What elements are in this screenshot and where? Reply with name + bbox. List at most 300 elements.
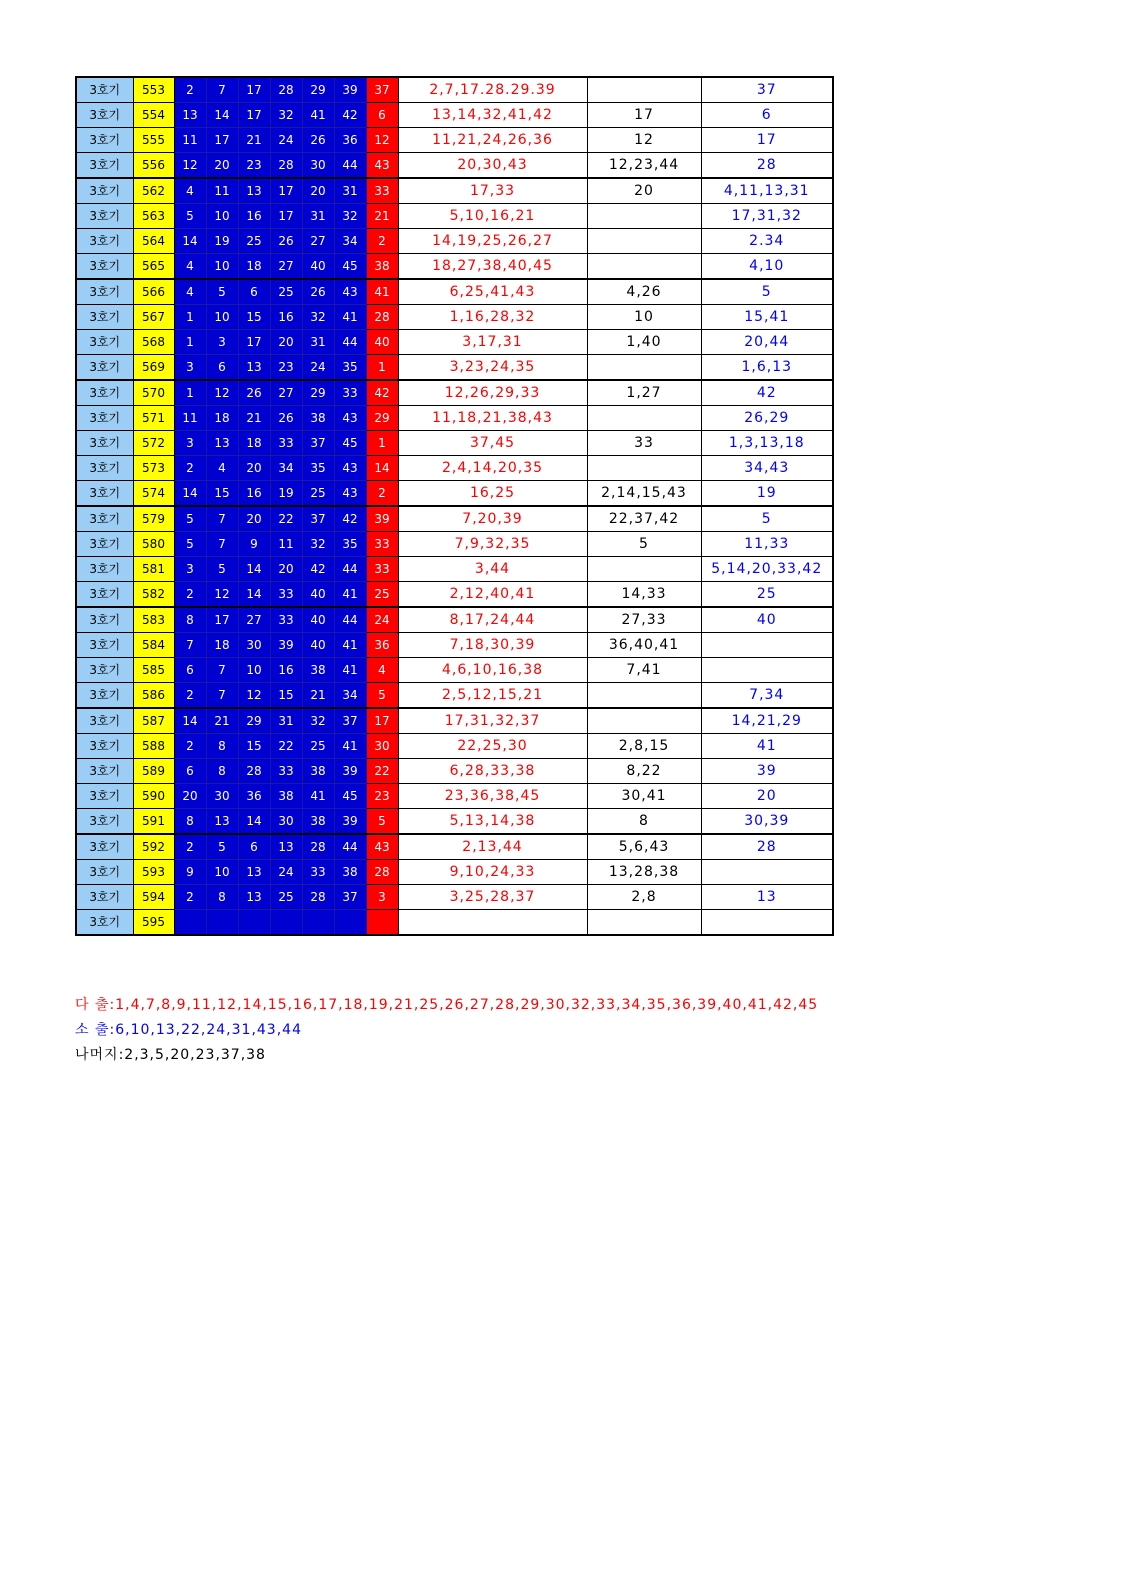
winning-number-cell: 2 [174, 456, 206, 481]
winning-number-cell: 31 [302, 204, 334, 229]
winning-number-cell: 25 [302, 734, 334, 759]
bonus-number-cell: 33 [366, 178, 398, 204]
winning-number-cell: 38 [334, 860, 366, 885]
draw-number-cell: 555 [133, 128, 174, 153]
winning-number-cell: 23 [238, 153, 270, 179]
winning-number-cell: 13 [238, 885, 270, 910]
summary-blue-cell: 20 [701, 784, 833, 809]
summary-red-cell: 5,13,14,38 [398, 809, 587, 835]
winning-number-cell: 38 [270, 784, 302, 809]
winning-number-cell: 27 [270, 380, 302, 406]
winning-number-cell: 13 [174, 103, 206, 128]
table-row [76, 885, 833, 910]
winning-number-cell: 25 [302, 481, 334, 507]
machine-cell: 3호기 [76, 506, 133, 532]
winning-number-cell: 1 [174, 380, 206, 406]
machine-cell: 3호기 [76, 128, 133, 153]
winning-number-cell: 14 [174, 229, 206, 254]
machine-cell: 3호기 [76, 456, 133, 481]
winning-number-cell: 9 [238, 532, 270, 557]
winning-number-cell: 39 [334, 759, 366, 784]
summary-blue-cell: 5 [701, 279, 833, 305]
winning-number-cell: 16 [270, 658, 302, 683]
winning-number-cell: 11 [206, 178, 238, 204]
winning-number-cell: 11 [174, 406, 206, 431]
winning-number-cell: 33 [302, 860, 334, 885]
table-row [76, 708, 833, 734]
machine-cell: 3호기 [76, 431, 133, 456]
winning-number-cell: 10 [206, 254, 238, 280]
winning-number-cell: 36 [334, 128, 366, 153]
draw-number-cell: 583 [133, 607, 174, 633]
winning-number-cell: 32 [302, 532, 334, 557]
summary-black-cell [587, 77, 701, 103]
machine-cell: 3호기 [76, 557, 133, 582]
draw-number-cell: 571 [133, 406, 174, 431]
winning-number-cell: 17 [238, 77, 270, 103]
table-row [76, 607, 833, 633]
table-row [76, 229, 833, 254]
winning-number-cell: 10 [206, 204, 238, 229]
table-row [76, 456, 833, 481]
table-row [76, 633, 833, 658]
winning-number-cell [206, 910, 238, 936]
winning-number-cell: 42 [334, 103, 366, 128]
summary-red-cell [398, 910, 587, 936]
winning-number-cell: 39 [270, 633, 302, 658]
machine-cell: 3호기 [76, 103, 133, 128]
summary-red-cell: 1,16,28,32 [398, 305, 587, 330]
winning-number-cell: 4 [174, 178, 206, 204]
bonus-number-cell: 22 [366, 759, 398, 784]
draw-number-cell: 569 [133, 355, 174, 381]
winning-number-cell: 23 [270, 355, 302, 381]
winning-number-cell: 18 [238, 254, 270, 280]
winning-number-cell: 16 [238, 481, 270, 507]
summary-red-cell: 3,17,31 [398, 330, 587, 355]
winning-number-cell: 43 [334, 481, 366, 507]
summary-blue-cell: 11,33 [701, 532, 833, 557]
winning-number-cell: 41 [334, 633, 366, 658]
draw-number-cell: 563 [133, 204, 174, 229]
winning-number-cell: 18 [206, 406, 238, 431]
winning-number-cell: 7 [206, 77, 238, 103]
machine-cell: 3호기 [76, 784, 133, 809]
table-row [76, 532, 833, 557]
winning-number-cell: 13 [238, 178, 270, 204]
winning-number-cell: 8 [206, 734, 238, 759]
summary-red-cell: 2,4,14,20,35 [398, 456, 587, 481]
draw-number-cell: 566 [133, 279, 174, 305]
winning-number-cell: 11 [174, 128, 206, 153]
winning-number-cell: 12 [174, 153, 206, 179]
winning-number-cell: 9 [174, 860, 206, 885]
winning-number-cell: 26 [302, 279, 334, 305]
winning-number-cell: 18 [238, 431, 270, 456]
summary-black-cell [587, 708, 701, 734]
winning-number-cell: 33 [270, 759, 302, 784]
summary-blue-cell: 42 [701, 380, 833, 406]
bonus-number-cell: 12 [366, 128, 398, 153]
summary-red-cell: 9,10,24,33 [398, 860, 587, 885]
summary-red-cell: 16,25 [398, 481, 587, 507]
summary-blue-cell: 26,29 [701, 406, 833, 431]
winning-number-cell: 20 [238, 456, 270, 481]
winning-number-cell: 35 [334, 355, 366, 381]
machine-cell: 3호기 [76, 355, 133, 381]
winning-number-cell [174, 910, 206, 936]
winning-number-cell: 2 [174, 77, 206, 103]
draw-number-cell: 582 [133, 582, 174, 608]
machine-cell: 3호기 [76, 708, 133, 734]
summary-blue-cell [701, 910, 833, 936]
winning-number-cell: 32 [270, 103, 302, 128]
winning-number-cell: 38 [302, 406, 334, 431]
summary-black-cell: 5 [587, 532, 701, 557]
winning-number-cell: 2 [174, 834, 206, 860]
winning-number-cell: 14 [174, 481, 206, 507]
winning-number-cell: 11 [270, 532, 302, 557]
winning-number-cell: 5 [206, 557, 238, 582]
winning-number-cell: 28 [270, 153, 302, 179]
bonus-number-cell: 29 [366, 406, 398, 431]
summary-red-cell: 13,14,32,41,42 [398, 103, 587, 128]
table-row [76, 834, 833, 860]
bonus-number-cell: 33 [366, 557, 398, 582]
winning-number-cell [238, 910, 270, 936]
table-row [76, 860, 833, 885]
summary-red-cell: 18,27,38,40,45 [398, 254, 587, 280]
summary-black-cell: 14,33 [587, 582, 701, 608]
winning-number-cell: 14 [238, 557, 270, 582]
summary-red-cell: 17,31,32,37 [398, 708, 587, 734]
bonus-number-cell: 28 [366, 860, 398, 885]
summary-blue-cell: 4,11,13,31 [701, 178, 833, 204]
winning-number-cell: 41 [334, 734, 366, 759]
winning-number-cell: 13 [206, 431, 238, 456]
winning-number-cell: 25 [270, 885, 302, 910]
winning-number-cell: 8 [206, 759, 238, 784]
winning-number-cell: 35 [302, 456, 334, 481]
winning-number-cell: 24 [270, 128, 302, 153]
winning-number-cell: 37 [302, 506, 334, 532]
machine-cell: 3호기 [76, 406, 133, 431]
winning-number-cell: 8 [174, 809, 206, 835]
summary-blue-cell: 19 [701, 481, 833, 507]
bonus-number-cell: 30 [366, 734, 398, 759]
summary-red-cell: 7,18,30,39 [398, 633, 587, 658]
winning-number-cell: 7 [206, 658, 238, 683]
lotto-table [75, 76, 834, 936]
summary-black-cell [587, 557, 701, 582]
summary-red-cell: 2,5,12,15,21 [398, 683, 587, 709]
bonus-number-cell: 6 [366, 103, 398, 128]
summary-blue-cell: 30,39 [701, 809, 833, 835]
winning-number-cell: 32 [302, 305, 334, 330]
winning-number-cell: 26 [270, 406, 302, 431]
summary-red-cell: 6,25,41,43 [398, 279, 587, 305]
draw-number-cell: 562 [133, 178, 174, 204]
bonus-number-cell: 3 [366, 885, 398, 910]
bonus-number-cell: 33 [366, 532, 398, 557]
table-row [76, 355, 833, 381]
table-row [76, 254, 833, 280]
bonus-number-cell: 1 [366, 431, 398, 456]
table-row [76, 153, 833, 179]
summary-blue-cell: 40 [701, 607, 833, 633]
winning-number-cell: 13 [238, 355, 270, 381]
winning-number-cell: 12 [238, 683, 270, 709]
winning-number-cell: 13 [270, 834, 302, 860]
winning-number-cell: 37 [334, 885, 366, 910]
summary-black-cell [587, 254, 701, 280]
table-row [76, 204, 833, 229]
winning-number-cell: 29 [238, 708, 270, 734]
winning-number-cell: 7 [206, 506, 238, 532]
machine-cell: 3호기 [76, 305, 133, 330]
winning-number-cell: 7 [206, 532, 238, 557]
winning-number-cell: 4 [174, 279, 206, 305]
summary-red-cell: 7,20,39 [398, 506, 587, 532]
summary-red-cell: 3,25,28,37 [398, 885, 587, 910]
bonus-number-cell: 4 [366, 658, 398, 683]
summary-black-cell: 2,8,15 [587, 734, 701, 759]
summary-blue-cell: 28 [701, 153, 833, 179]
winning-number-cell: 40 [302, 607, 334, 633]
bonus-number-cell: 5 [366, 809, 398, 835]
table-row [76, 178, 833, 204]
bonus-number-cell: 36 [366, 633, 398, 658]
summary-blue-cell: 17,31,32 [701, 204, 833, 229]
table-row [76, 279, 833, 305]
summary-black-cell: 13,28,38 [587, 860, 701, 885]
winning-number-cell: 44 [334, 557, 366, 582]
winning-number-cell: 8 [206, 885, 238, 910]
summary-red-cell: 3,23,24,35 [398, 355, 587, 381]
winning-number-cell: 24 [270, 860, 302, 885]
bonus-number-cell: 21 [366, 204, 398, 229]
summary-blue-cell [701, 658, 833, 683]
winning-number-cell: 39 [334, 77, 366, 103]
winning-number-cell: 41 [302, 103, 334, 128]
winning-number-cell: 41 [334, 582, 366, 608]
winning-number-cell: 20 [174, 784, 206, 809]
draw-number-cell: 570 [133, 380, 174, 406]
winning-number-cell: 16 [270, 305, 302, 330]
bonus-number-cell: 42 [366, 380, 398, 406]
summary-red-cell: 8,17,24,44 [398, 607, 587, 633]
winning-number-cell: 42 [302, 557, 334, 582]
winning-number-cell: 6 [174, 759, 206, 784]
winning-number-cell: 38 [302, 658, 334, 683]
winning-number-cell: 27 [270, 254, 302, 280]
machine-cell: 3호기 [76, 633, 133, 658]
winning-number-cell: 43 [334, 279, 366, 305]
summary-red-cell: 2,12,40,41 [398, 582, 587, 608]
table-row [76, 683, 833, 709]
winning-number-cell: 7 [206, 683, 238, 709]
machine-cell: 3호기 [76, 834, 133, 860]
draw-number-cell: 590 [133, 784, 174, 809]
bonus-number-cell: 43 [366, 834, 398, 860]
winning-number-cell: 5 [206, 834, 238, 860]
winning-number-cell: 40 [302, 582, 334, 608]
winning-number-cell: 5 [174, 204, 206, 229]
machine-cell: 3호기 [76, 178, 133, 204]
summary-black-cell: 1,27 [587, 380, 701, 406]
rare-numbers-summary: 소 출:6,10,13,22,24,31,43,44 [75, 1022, 302, 1038]
winning-number-cell: 15 [238, 305, 270, 330]
summary-blue-cell: 1,6,13 [701, 355, 833, 381]
summary-blue-cell [701, 860, 833, 885]
winning-number-cell: 14 [238, 809, 270, 835]
draw-number-cell: 554 [133, 103, 174, 128]
machine-cell: 3호기 [76, 860, 133, 885]
winning-number-cell: 41 [334, 658, 366, 683]
summary-black-cell: 2,14,15,43 [587, 481, 701, 507]
machine-cell: 3호기 [76, 582, 133, 608]
winning-number-cell: 17 [270, 204, 302, 229]
draw-number-cell: 573 [133, 456, 174, 481]
summary-red-cell: 6,28,33,38 [398, 759, 587, 784]
summary-red-cell: 11,18,21,38,43 [398, 406, 587, 431]
summary-black-cell: 8,22 [587, 759, 701, 784]
summary-black-cell: 36,40,41 [587, 633, 701, 658]
winning-number-cell: 15 [206, 481, 238, 507]
summary-black-cell: 10 [587, 305, 701, 330]
bonus-number-cell: 28 [366, 305, 398, 330]
winning-number-cell: 31 [270, 708, 302, 734]
bonus-number-cell: 43 [366, 153, 398, 179]
winning-number-cell: 21 [302, 683, 334, 709]
summary-red-cell: 11,21,24,26,36 [398, 128, 587, 153]
summary-blue-cell: 14,21,29 [701, 708, 833, 734]
winning-number-cell: 19 [270, 481, 302, 507]
winning-number-cell: 41 [334, 305, 366, 330]
winning-number-cell: 45 [334, 784, 366, 809]
winning-number-cell: 26 [270, 229, 302, 254]
winning-number-cell: 2 [174, 683, 206, 709]
winning-number-cell: 30 [206, 784, 238, 809]
draw-number-cell: 593 [133, 860, 174, 885]
winning-number-cell: 44 [334, 330, 366, 355]
draw-number-cell: 572 [133, 431, 174, 456]
winning-number-cell: 30 [302, 153, 334, 179]
winning-number-cell: 3 [174, 355, 206, 381]
winning-number-cell: 10 [206, 305, 238, 330]
winning-number-cell: 14 [174, 708, 206, 734]
summary-blue-cell: 7,34 [701, 683, 833, 709]
bonus-number-cell: 2 [366, 481, 398, 507]
winning-number-cell: 21 [206, 708, 238, 734]
bonus-number-cell: 37 [366, 77, 398, 103]
summary-red-cell: 5,10,16,21 [398, 204, 587, 229]
winning-number-cell: 21 [238, 406, 270, 431]
draw-number-cell: 556 [133, 153, 174, 179]
summary-black-cell: 30,41 [587, 784, 701, 809]
summary-red-cell: 14,19,25,26,27 [398, 229, 587, 254]
winning-number-cell: 44 [334, 834, 366, 860]
winning-number-cell: 2 [174, 734, 206, 759]
draw-number-cell: 565 [133, 254, 174, 280]
winning-number-cell: 20 [270, 330, 302, 355]
bonus-number-cell: 14 [366, 456, 398, 481]
draw-number-cell: 581 [133, 557, 174, 582]
winning-number-cell: 1 [174, 305, 206, 330]
winning-number-cell: 43 [334, 456, 366, 481]
summary-black-cell: 4,26 [587, 279, 701, 305]
winning-number-cell: 5 [206, 279, 238, 305]
summary-blue-cell: 34,43 [701, 456, 833, 481]
winning-number-cell: 18 [206, 633, 238, 658]
machine-cell: 3호기 [76, 910, 133, 936]
draw-number-cell: 564 [133, 229, 174, 254]
summary-black-cell [587, 683, 701, 709]
winning-number-cell: 6 [238, 279, 270, 305]
winning-number-cell: 34 [334, 683, 366, 709]
machine-cell: 3호기 [76, 607, 133, 633]
draw-number-cell: 588 [133, 734, 174, 759]
draw-number-cell: 587 [133, 708, 174, 734]
winning-number-cell: 30 [238, 633, 270, 658]
winning-number-cell: 17 [270, 178, 302, 204]
winning-number-cell: 28 [302, 834, 334, 860]
table-row [76, 481, 833, 507]
draw-number-cell: 595 [133, 910, 174, 936]
winning-number-cell: 34 [270, 456, 302, 481]
winning-number-cell: 20 [270, 557, 302, 582]
winning-number-cell: 36 [238, 784, 270, 809]
draw-number-cell: 574 [133, 481, 174, 507]
draw-number-cell: 568 [133, 330, 174, 355]
table-row [76, 809, 833, 835]
machine-cell: 3호기 [76, 809, 133, 835]
winning-number-cell: 20 [238, 506, 270, 532]
summary-blue-cell: 15,41 [701, 305, 833, 330]
summary-black-cell: 2,8 [587, 885, 701, 910]
winning-number-cell: 1 [174, 330, 206, 355]
winning-number-cell: 33 [270, 607, 302, 633]
bonus-number-cell: 17 [366, 708, 398, 734]
summary-red-cell: 23,36,38,45 [398, 784, 587, 809]
winning-number-cell: 29 [302, 77, 334, 103]
winning-number-cell: 25 [270, 279, 302, 305]
summary-blue-cell: 25 [701, 582, 833, 608]
winning-number-cell: 12 [206, 582, 238, 608]
summary-red-cell: 12,26,29,33 [398, 380, 587, 406]
winning-number-cell: 39 [334, 809, 366, 835]
winning-number-cell: 37 [334, 708, 366, 734]
bonus-number-cell: 23 [366, 784, 398, 809]
winning-number-cell [302, 910, 334, 936]
machine-cell: 3호기 [76, 658, 133, 683]
machine-cell: 3호기 [76, 380, 133, 406]
summary-red-cell: 4,6,10,16,38 [398, 658, 587, 683]
winning-number-cell: 41 [302, 784, 334, 809]
winning-number-cell: 44 [334, 153, 366, 179]
winning-number-cell [270, 910, 302, 936]
winning-number-cell: 33 [334, 380, 366, 406]
summary-red-cell: 22,25,30 [398, 734, 587, 759]
winning-number-cell: 3 [174, 431, 206, 456]
winning-number-cell: 27 [238, 607, 270, 633]
winning-number-cell: 45 [334, 254, 366, 280]
draw-number-cell: 585 [133, 658, 174, 683]
winning-number-cell: 26 [238, 380, 270, 406]
machine-cell: 3호기 [76, 734, 133, 759]
winning-number-cell: 10 [238, 658, 270, 683]
summary-blue-cell: 13 [701, 885, 833, 910]
